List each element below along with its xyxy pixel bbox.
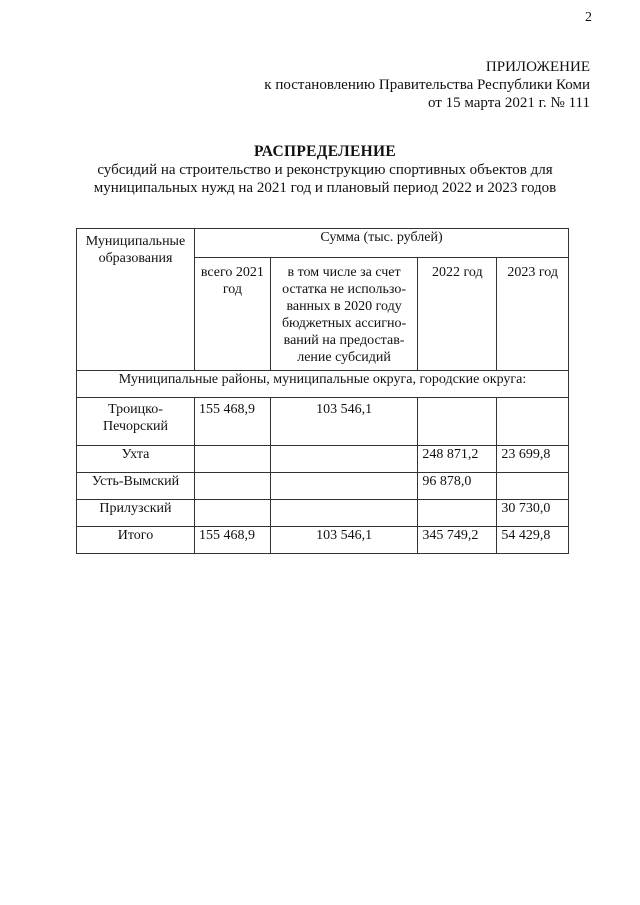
table-row — [77, 398, 569, 446]
document-subtitle-line1: субсидий на строительство и реконструкцию спортивных объектов для — [97, 162, 553, 178]
total-label: Итого — [77, 527, 195, 554]
total-including-remainder: 103 546,1 — [270, 527, 417, 554]
row-municipality: Троицко-Печорский — [77, 398, 195, 446]
row-total-2021 — [194, 446, 270, 473]
appendix-label: ПРИЛОЖЕНИЕ — [485, 59, 590, 75]
document-subtitle-line2: муниципальных нужд на 2021 год и плановый период 2022 и 2023 годов — [93, 180, 557, 196]
row-total-2021: 155 468,9 — [194, 398, 270, 446]
document-title: РАСПРЕДЕЛЕНИЕ — [254, 143, 396, 160]
row-2022: 96 878,0 — [418, 473, 497, 500]
appendix-header — [264, 58, 590, 112]
total-2023: 54 429,8 — [497, 527, 569, 554]
row-total-2021 — [194, 473, 270, 500]
row-including-remainder: 103 546,1 — [270, 398, 417, 446]
row-including-remainder — [270, 446, 417, 473]
table-row — [77, 500, 569, 527]
row-2023: 30 730,0 — [497, 500, 569, 527]
row-including-remainder — [270, 500, 417, 527]
row-total-2021 — [194, 500, 270, 527]
row-municipality: Усть-Вымский — [77, 473, 195, 500]
appendix-resolution: к постановлению Правительства Республики Коми — [264, 77, 590, 93]
header-sum: Сумма (тыс. рублей) — [194, 229, 568, 258]
header-total-2021: всего 2021 год — [194, 258, 270, 371]
section-row: Муниципальные районы, муниципальные округа, городские округа: — [77, 371, 569, 398]
header-2023: 2023 год — [497, 258, 569, 371]
row-2022: 248 871,2 — [418, 446, 497, 473]
header-including-remainder: в том числе за счет остатка не использо-ванных в 2020 году бюджетных ассигно-ваний на предостав-ление субсидий — [270, 258, 417, 371]
page-number: 2 — [585, 10, 592, 25]
row-2022 — [418, 398, 497, 446]
row-2023 — [497, 398, 569, 446]
appendix-date: от 15 марта 2021 г. № 111 — [427, 95, 590, 111]
row-municipality: Ухта — [77, 446, 195, 473]
table-row — [77, 473, 569, 500]
subsidy-distribution-table — [76, 228, 569, 554]
row-municipality: Прилузский — [77, 500, 195, 527]
total-row — [77, 527, 569, 554]
document-heading — [70, 143, 580, 197]
row-2023: 23 699,8 — [497, 446, 569, 473]
header-2022: 2022 год — [418, 258, 497, 371]
header-municipalities: Муниципальные образования — [77, 229, 195, 371]
row-including-remainder — [270, 473, 417, 500]
total-2021: 155 468,9 — [194, 527, 270, 554]
row-2023 — [497, 473, 569, 500]
total-2022: 345 749,2 — [418, 527, 497, 554]
table-row — [77, 446, 569, 473]
row-2022 — [418, 500, 497, 527]
